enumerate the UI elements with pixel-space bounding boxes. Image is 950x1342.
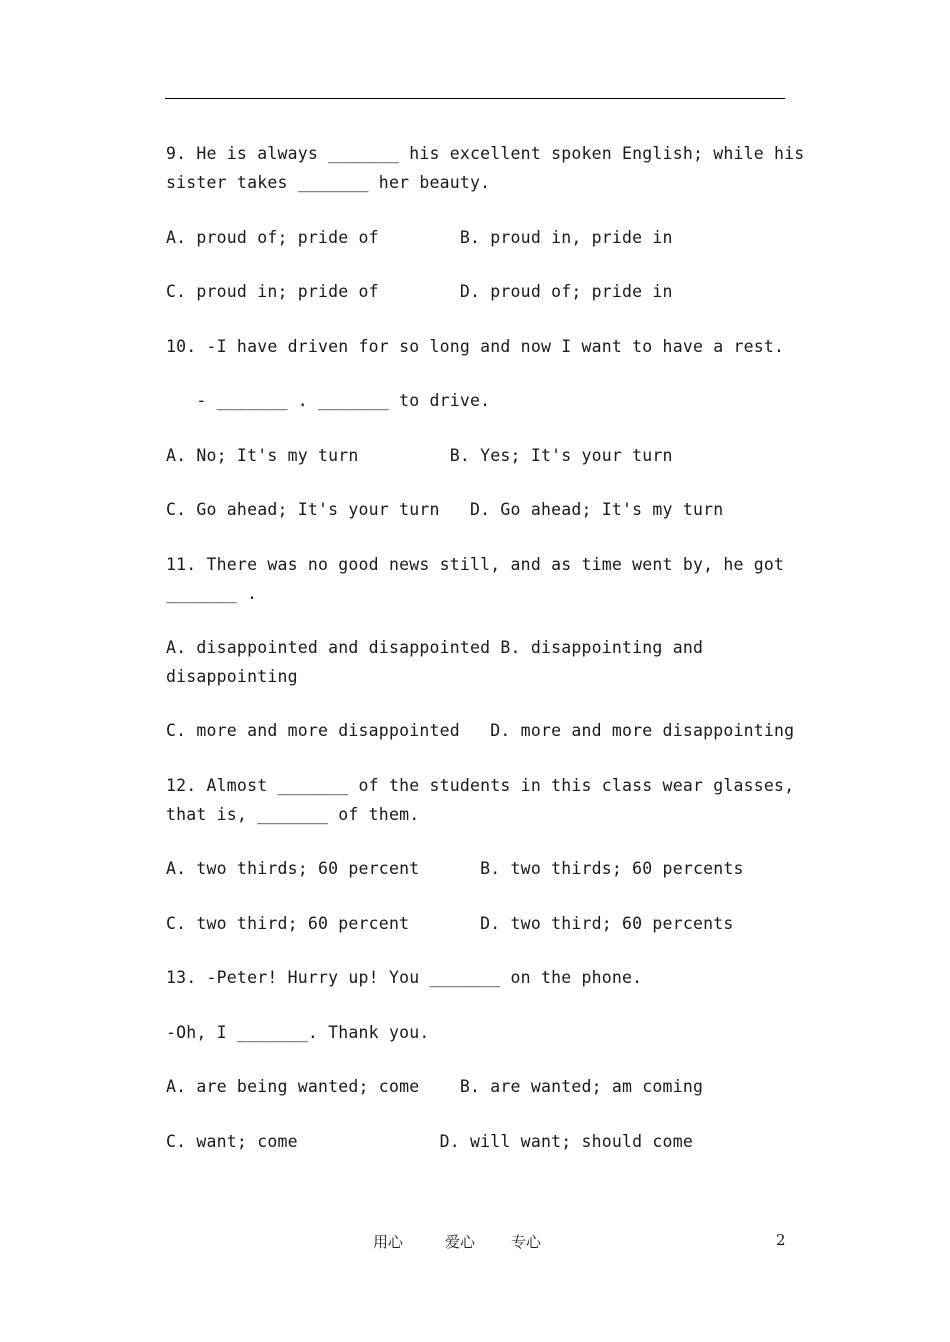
q11-options-line1: A. disappointed and disappointed B. disappointing and [166,638,704,657]
q10-stem-line2: - _______ . _______ to drive. [166,391,491,410]
q11-stem-line1: 11. There was no good news still, and as time went by, he got [166,555,785,574]
q11-options-line3: C. more and more disappointed D. more and more disappointing [166,721,795,740]
header-rule [165,98,785,99]
footer-motto-3: 专心 [511,1233,542,1251]
q11-stem-line2: _______ . [166,584,258,603]
q12-stem-line1: 12. Almost _______ of the students in this class wear glasses, [166,776,795,795]
q12-options-line1: A. two thirds; 60 percent B. two thirds; 60 percents [166,859,744,878]
q12-stem-line2: that is, _______ of them. [166,805,420,824]
footer-motto-2: 爱心 [445,1233,476,1251]
q13-stem-line2: -Oh, I _______. Thank you. [166,1023,430,1042]
footer-motto-1: 用心 [373,1233,404,1251]
q9-stem-line1: 9. He is always _______ his excellent spoken English; while his [166,144,805,163]
q13-stem-line1: 13. -Peter! Hurry up! You _______ on the phone. [166,968,643,987]
page-number: 2 [776,1231,786,1249]
q10-options-line2: C. Go ahead; It's your turn D. Go ahead; It's my turn [166,500,724,519]
q9-options-line1: A. proud of; pride of B. proud in, pride in [166,228,673,247]
q9-options-line2: C. proud in; pride of D. proud of; pride in [166,282,673,301]
q12-options-line2: C. two third; 60 percent D. two third; 60 percents [166,914,734,933]
q10-options-line1: A. No; It's my turn B. Yes; It's your turn [166,446,673,465]
q13-options-line1: A. are being wanted; come B. are wanted; am coming [166,1077,704,1096]
q9-stem-line2: sister takes _______ her beauty. [166,173,491,192]
q11-options-line2: disappointing [166,667,298,686]
q10-stem-line1: 10. -I have driven for so long and now I want to have a rest. [166,337,785,356]
q13-options-line2: C. want; come D. will want; should come [166,1132,693,1151]
